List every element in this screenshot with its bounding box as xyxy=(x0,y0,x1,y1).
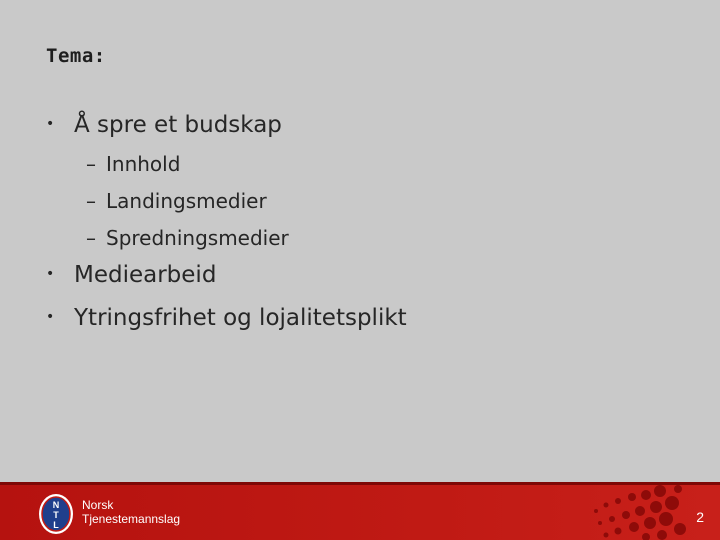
logo-letter: T xyxy=(53,510,59,520)
decorative-dots-icon xyxy=(560,485,690,540)
brand-line: Norsk xyxy=(82,498,114,512)
sub-bullet-item xyxy=(86,226,289,250)
dash-marker: – xyxy=(86,226,96,250)
logo-letter: L xyxy=(53,520,59,530)
sub-bullet-text: Spredningsmedier xyxy=(106,226,289,250)
bullet-item xyxy=(46,262,216,288)
sub-bullet-text: Innhold xyxy=(106,152,181,176)
bullet-item xyxy=(46,305,407,331)
bullet-text: Ytringsfrihet og lojalitetsplikt xyxy=(74,305,407,331)
brand-line: Tjenestemannslag xyxy=(82,512,181,526)
ntl-logo-icon xyxy=(38,493,74,535)
dash-marker: – xyxy=(86,189,96,213)
brand-name xyxy=(82,498,180,526)
sub-bullet-text: Landingsmedier xyxy=(106,189,267,213)
sub-bullet-item xyxy=(86,189,267,213)
bullet-text: Å spre et budskap xyxy=(74,112,282,138)
footer-bar xyxy=(0,482,720,540)
bullet-marker: • xyxy=(46,309,55,325)
sub-bullet-item xyxy=(86,152,180,176)
logo-letter: N xyxy=(52,500,60,510)
page-number: 2 xyxy=(696,509,704,525)
dash-marker: – xyxy=(86,152,96,176)
slide-title: Tema: xyxy=(46,45,106,67)
bullet-marker: • xyxy=(46,116,55,132)
bullet-item xyxy=(46,112,282,138)
bullet-marker: • xyxy=(46,266,55,282)
bullet-text: Mediearbeid xyxy=(74,262,217,288)
